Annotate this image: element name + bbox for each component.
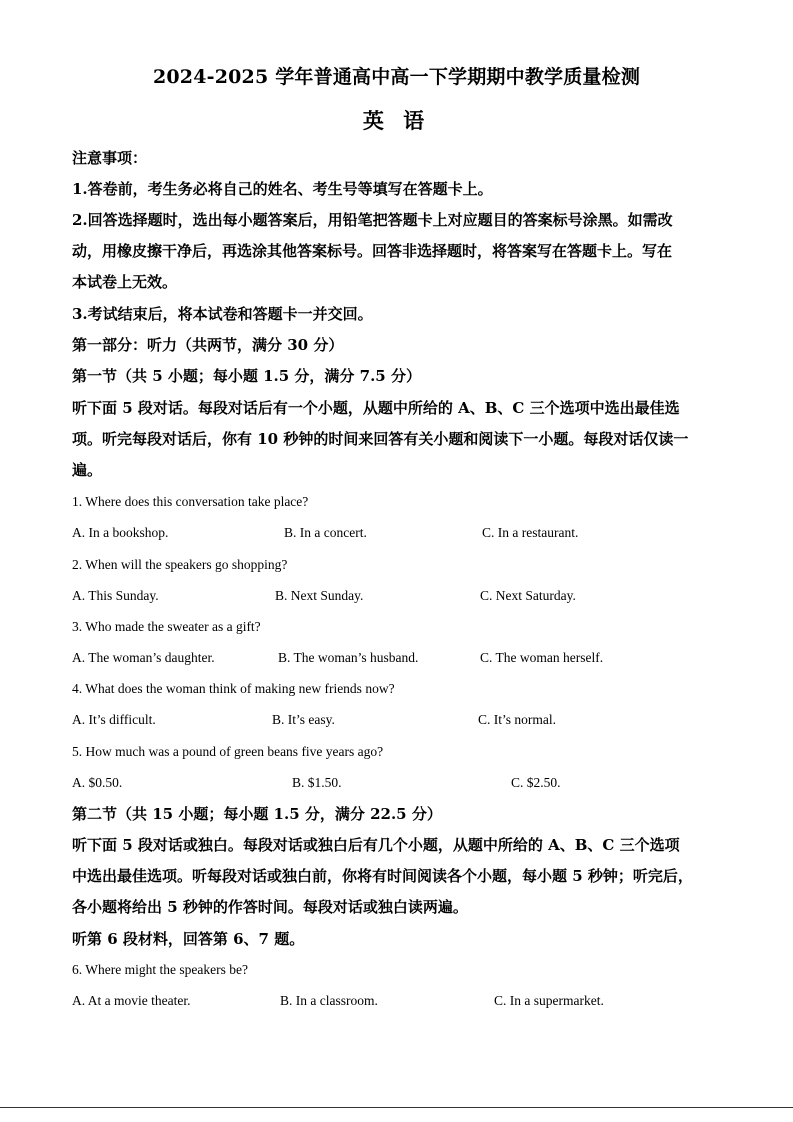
- part1-heading: 第一部分：听力（共两节，满分 30 分）: [72, 336, 344, 354]
- notice-item-1: 1.答卷前，考生务必将自己的姓名、考生号等填写在答题卡上。: [72, 180, 493, 198]
- section2-heading: 第二节（共 15 小题；每小题 1.5 分，满分 22.5 分）: [72, 805, 442, 823]
- question-6-stem: 6. Where might the speakers be?: [72, 962, 248, 977]
- notice-item-2-line-2: 动，用橡皮擦干净后，再选涂其他答案标号。回答非选择题时，将答案写在答题卡上。写在: [72, 242, 673, 260]
- section2-instructions-line-1: 听下面 5 段对话或独白。每段对话或独白后有几个小题，从题中所给的 A、B、C 三个选项: [72, 836, 680, 854]
- question-4-option-b: B. It’s easy.: [272, 712, 335, 727]
- question-2-option-b: B. Next Sunday.: [275, 588, 364, 603]
- question-6-option-b: B. In a classroom.: [280, 993, 378, 1008]
- question-6-option-c: C. In a supermarket.: [494, 993, 604, 1008]
- question-5-option-c: C. $2.50.: [511, 775, 561, 790]
- section1-instructions-line-1: 听下面 5 段对话。每段对话后有一个小题，从题中所给的 A、B、C 三个选项中选出最佳选: [72, 399, 680, 417]
- notice-item-3: 3.考试结束后，将本试卷和答题卡一并交回。: [72, 305, 373, 323]
- notice-item-2-line-1: 2.回答选择题时，选出每小题答案后，用铅笔把答题卡上对应题目的答案标号涂黑。如需改: [72, 211, 673, 229]
- page-bottom-divider: [0, 1107, 793, 1108]
- question-3-option-a: A. The woman’s daughter.: [72, 650, 215, 665]
- question-5-option-b: B. $1.50.: [292, 775, 342, 790]
- question-3-stem: 3. Who made the sweater as a gift?: [72, 619, 261, 634]
- section2-instructions-line-2: 中选出最佳选项。听每段对话或独白前，你将有时间阅读各个小题，每小题 5 秒钟；听完后，: [72, 867, 693, 885]
- question-3-option-b: B. The woman’s husband.: [278, 650, 419, 665]
- exam-title: 2024-2025 学年普通高中高一下学期期中教学质量检测: [152, 66, 641, 88]
- question-4-option-c: C. It’s normal.: [478, 712, 556, 727]
- question-2-stem: 2. When will the speakers go shopping?: [72, 557, 288, 572]
- section1-instructions-line-2: 项。听完每段对话后，你有 10 秒钟的时间来回答有关小题和阅读下一小题。每段对话仅读一: [72, 430, 689, 448]
- subject-title: 英 语: [362, 108, 431, 133]
- question-5-stem: 5. How much was a pound of green beans five years ago?: [72, 744, 384, 759]
- question-5-option-a: A. $0.50.: [72, 775, 123, 790]
- notice-item-2-line-3: 本试卷上无效。: [72, 273, 178, 291]
- question-1-option-c: C. In a restaurant.: [482, 525, 579, 540]
- question-2-option-c: C. Next Saturday.: [480, 588, 576, 603]
- question-1-stem: 1. Where does this conversation take place?: [72, 494, 309, 509]
- question-4-stem: 4. What does the woman think of making new friends now?: [72, 681, 395, 696]
- question-6-option-a: A. At a movie theater.: [72, 993, 191, 1008]
- section1-heading: 第一节（共 5 小题；每小题 1.5 分，满分 7.5 分）: [72, 367, 421, 385]
- question-2-option-a: A. This Sunday.: [72, 588, 159, 603]
- question-3-option-c: C. The woman herself.: [480, 650, 604, 665]
- material-6-heading: 听第 6 段材料，回答第 6、7 题。: [72, 930, 305, 948]
- question-1-option-a: A. In a bookshop.: [72, 525, 169, 540]
- section1-instructions-line-3: 遍。: [72, 461, 103, 479]
- section2-instructions-line-3: 各小题将给出 5 秒钟的作答时间。每段对话或独白读两遍。: [72, 898, 468, 916]
- notice-heading: 注意事项：: [72, 149, 148, 167]
- question-4-option-a: A. It’s difficult.: [72, 712, 156, 727]
- question-1-option-b: B. In a concert.: [284, 525, 367, 540]
